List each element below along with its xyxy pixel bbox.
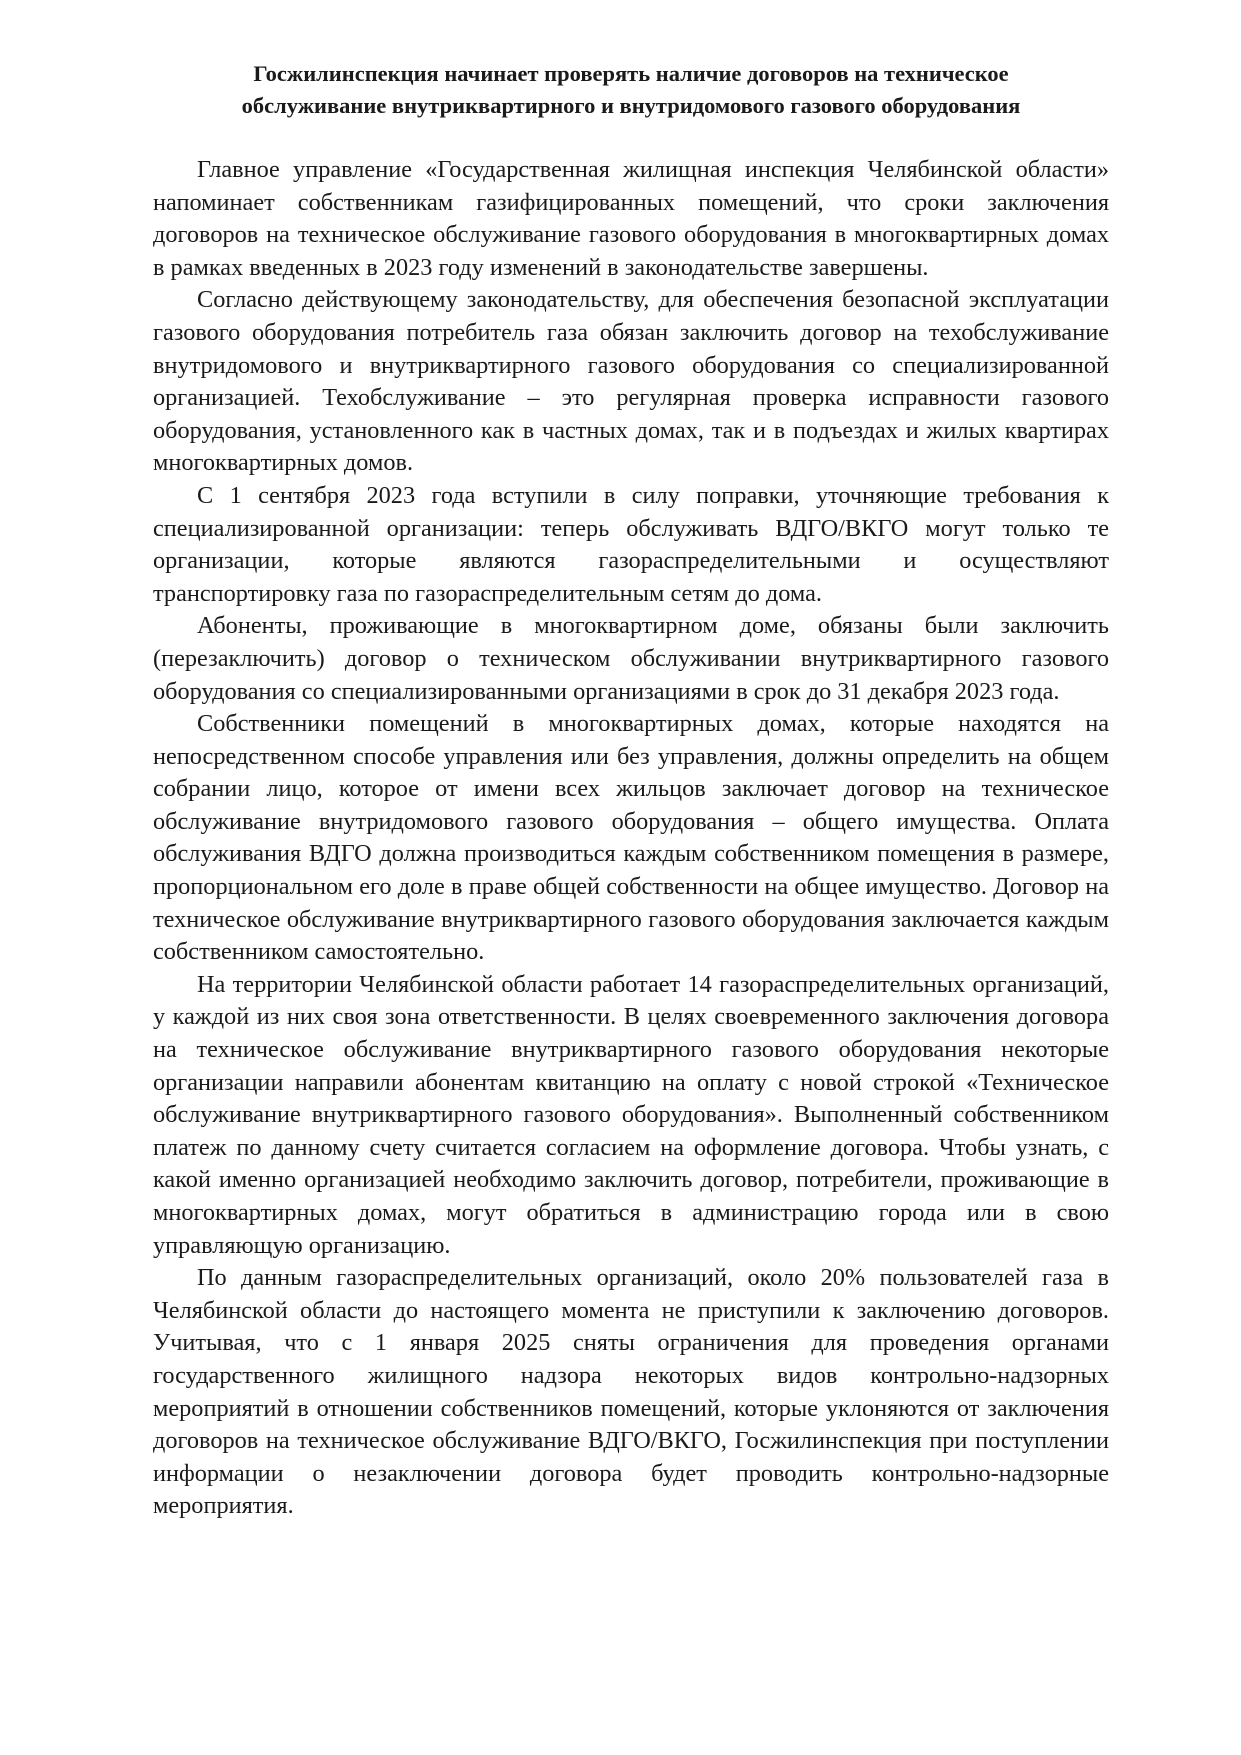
paragraph-reminder: Главное управление «Государственная жилищная инспекция Челябинской области» напоминает собственникам газифицированных помещений, что сроки заключения договоров на техническое обслуживание газового оборудования в многоквартирных домах в рамках введенных в 2023 году изменений в законодательстве завершены. [153, 156, 1109, 281]
document-page [153, 58, 1109, 1523]
paragraph-subscribers: Абоненты, проживающие в многоквартирном доме, обязаны были заключить (перезаключить) договор о техническом обслуживании внутриквартирного газового оборудования со специализированными организациями в срок до 31 декабря 2023 года. [153, 612, 1109, 705]
document-title [153, 58, 1109, 122]
paragraph-organizations: На территории Челябинской области работает 14 газораспределительных организаций, у каждой из них своя зона ответственности. В целях своевременного заключения договора на техническое обслуживание внутриквартирного газового оборудования некоторые организации направили абонентам квитанцию на оплату с новой строкой «Техническое обслуживание внутриквартирного газового оборудования». Выполненный собственником платеж по данному счету считается согласием на оформление договора. Чтобы узнать, с какой именно организацией необходимо заключить договор, потребители, проживающие в многоквартирных домах, могут обратиться в администрацию города или в свою управляющую организацию. [153, 970, 1109, 1259]
document-title-line-2: обслуживание внутриквартирного и внутридомового газового оборудования [241, 93, 1021, 118]
document-title-line-1: Госжилинспекция начинает проверять наличие договоров на техническое [253, 61, 1009, 86]
paragraph-amendments: С 1 сентября 2023 года вступили в силу поправки, уточняющие требования к специализированной организации: теперь обслуживать ВДГО/ВКГО могут только те организации, которые являются газораспределительными и осуществляют транспортировку газа по газораспределительным сетям до дома. [153, 481, 1109, 607]
paragraph-inspection: По данным газораспределительных организаций, около 20% пользователей газа в Челябинской области до настоящего момента не приступили к заключению договоров. Учитывая, что с 1 января 2025 сняты ограничения для проведения органами государственного жилищного надзора некоторых видов контрольно-надзорных мероприятий в отношении собственников помещений, которые уклоняются от заключения договоров на техническое обслуживание ВДГО/ВКГО, Госжилинспекция при поступлении информации о незаключении договора будет проводить контрольно-надзорные мероприятия. [153, 1264, 1109, 1520]
paragraph-legislation: Согласно действующему законодательству, для обеспечения безопасной эксплуатации газового оборудования потребитель газа обязан заключить договор на техобслуживание внутридомового и внутриквартирного газового оборудования со специализированной организацией. Техобслуживание – это регулярная проверка исправности газового оборудования, установленного как в частных домах, так и в подъездах и жилых квартирах многоквартирных домов. [153, 286, 1109, 477]
paragraph-owners: Собственники помещений в многоквартирных домах, которые находятся на непосредственном способе управления или без управления, должны определить на общем собрании лицо, которое от имени всех жильцов заключает договор на техническое обслуживание внутридомового газового оборудования – общего имущества. Оплата обслуживания ВДГО должна производиться каждым собственником помещения в размере, пропорциональном его доле в праве общей собственности на общее имущество. Договор на техническое обслуживание внутриквартирного газового оборудования заключается каждым собственником самостоятельно. [153, 710, 1109, 966]
